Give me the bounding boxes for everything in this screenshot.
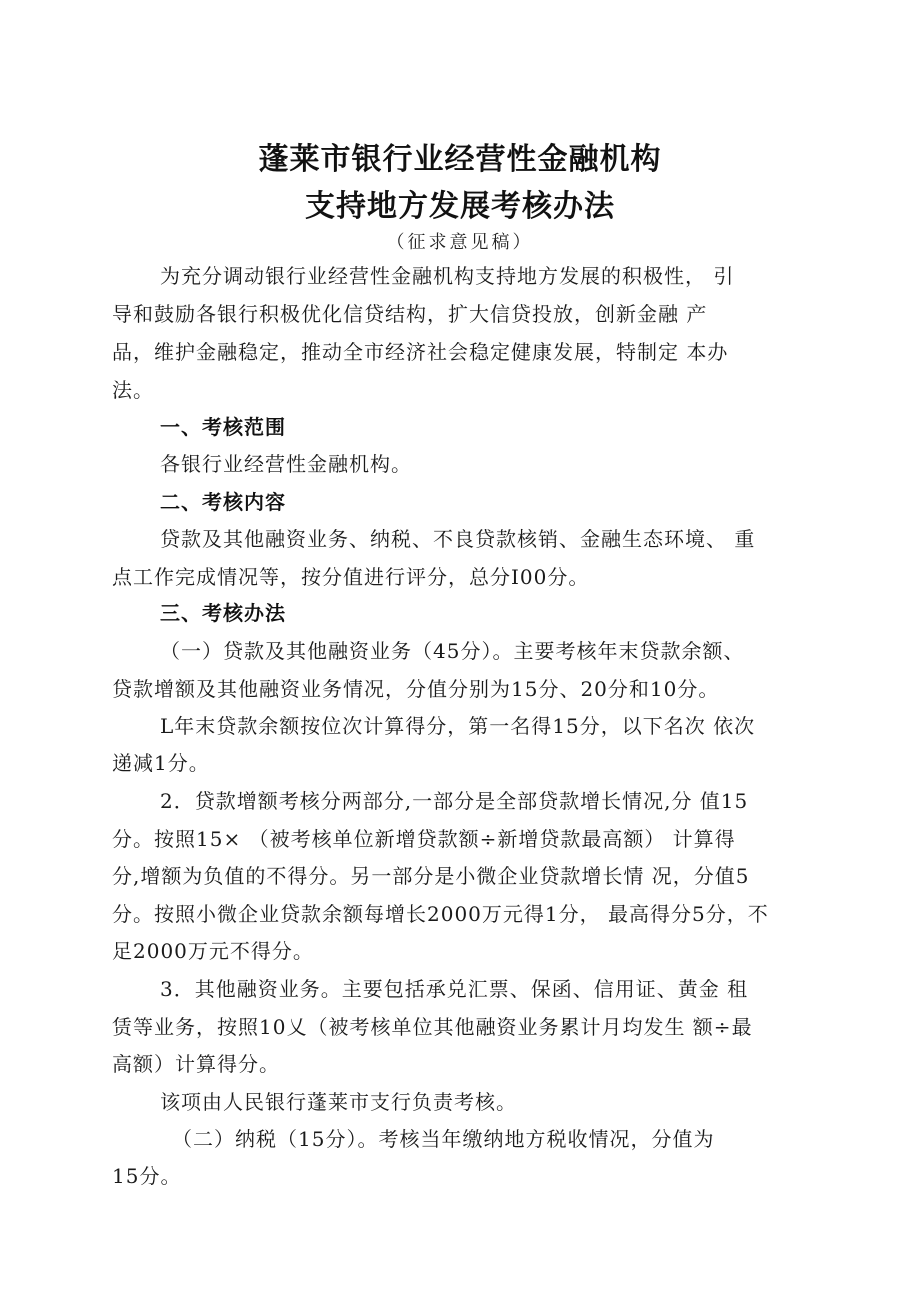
document-subtitle: （征求意见稿）: [386, 232, 534, 253]
paragraph-line: 导和鼓励各银行积极优化信贷结构，扩大信贷投放，创新金融 产: [112, 302, 708, 326]
paragraph-line: 足2000万元不得分。: [112, 939, 314, 963]
paragraph-line: 为充分调动银行业经营性金融机构支持地方发展的积极性， 引: [160, 264, 735, 288]
paragraph-line: 各银行业经营性金融机构。: [160, 452, 412, 476]
paragraph-line: 该项由人民银行蓬莱市支行负责考核。: [160, 1090, 517, 1114]
paragraph-line: 贷款增额及其他融资业务情况，分值分别为15分、20分和10分。: [112, 677, 720, 701]
paragraph-line: 分。按照15× （被考核单位新增贷款额÷新增贷款最高额） 计算得: [112, 827, 736, 851]
paragraph-line: 3．其他融资业务。主要包括承兑汇票、保函、信用证、黄金 租: [160, 977, 749, 1001]
paragraph-line: 点工作完成情况等，按分值进行评分，总分I00分。: [112, 565, 590, 589]
section-heading: 一、考核范围: [160, 415, 286, 439]
paragraph-line: 高额）计算得分。: [112, 1052, 280, 1076]
paragraph-line: 赁等业务，按照10乂（被考核单位其他融资业务累计月均发生 额÷最: [112, 1015, 753, 1039]
paragraph-line: L年末贷款余额按位次计算得分，第一名得15分，以下名次 依次: [160, 714, 756, 738]
document-title-line-2: 支持地方发展考核办法: [305, 189, 615, 224]
paragraph-line: 品，维护金融稳定，推动全市经济社会稳定健康发展，特制定 本办: [112, 340, 729, 364]
paragraph-line: 递减1分。: [112, 751, 210, 775]
document-title-line-1: 蓬莱市银行业经营性金融机构: [258, 142, 662, 177]
section-heading: 三、考核办法: [160, 601, 286, 625]
paragraph-line: 法。: [112, 378, 154, 402]
paragraph-line: 分。按照小微企业贷款余额每增长2000万元得1分， 最高得分5分，不: [112, 902, 769, 926]
section-heading: 二、考核内容: [160, 490, 286, 514]
paragraph-line: 分,增额为负值的不得分。另一部分是小微企业贷款增长情 况，分值5: [112, 864, 750, 888]
paragraph-line: 15分。: [112, 1164, 182, 1188]
paragraph-line: 贷款及其他融资业务、纳税、不良贷款核销、金融生态环境、 重: [160, 527, 756, 551]
paragraph-line: 2．贷款增额考核分两部分,一部分是全部贷款增长情况,分 值15: [160, 789, 749, 813]
paragraph-line: （二）纳税（15分）。考核当年缴纳地方税收情况，分值为: [172, 1127, 715, 1151]
paragraph-line: （一）贷款及其他融资业务（45分）。主要考核年末贷款余额、: [160, 639, 745, 663]
